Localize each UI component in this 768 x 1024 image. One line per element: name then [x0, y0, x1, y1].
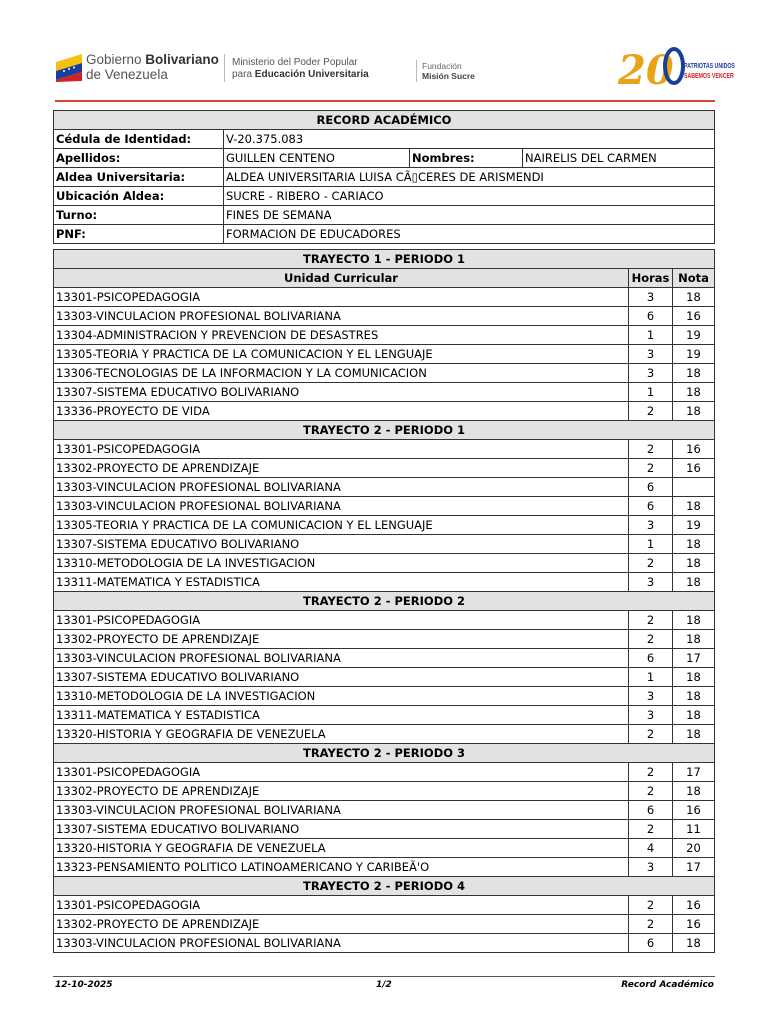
pnf-label: PNF:	[54, 225, 224, 244]
horas-cell: 2	[629, 630, 673, 649]
nota-cell: 16	[673, 915, 715, 934]
venezuela-flag-logo-icon	[56, 52, 82, 82]
column-header-row	[54, 269, 715, 288]
header-divider	[55, 100, 715, 102]
aldea-label: Aldea Universitaria:	[54, 168, 224, 187]
unidad-curricular-cell: 13302-PROYECTO DE APRENDIZAJE	[54, 915, 629, 934]
apellidos-value: GUILLEN CENTENO	[224, 149, 410, 168]
svg-text:20: 20	[618, 47, 674, 94]
nota-cell: 18	[673, 288, 715, 307]
table-row	[54, 649, 715, 668]
horas-cell: 4	[629, 839, 673, 858]
table-row	[54, 364, 715, 383]
nota-cell: 11	[673, 820, 715, 839]
section-title: TRAYECTO 2 - PERIODO 4	[54, 877, 715, 896]
unidad-curricular-cell: 13306-TECNOLOGIAS DE LA INFORMACION Y LA COMUNICACION	[54, 364, 629, 383]
horas-cell: 2	[629, 763, 673, 782]
horas-cell: 1	[629, 668, 673, 687]
horas-cell: 6	[629, 307, 673, 326]
footer-date: 12-10-2025	[55, 980, 113, 990]
table-row	[54, 782, 715, 801]
horas-cell: 1	[629, 535, 673, 554]
unidad-curricular-cell: 13307-SISTEMA EDUCATIVO BOLIVARIANO	[54, 383, 629, 402]
pnf-row	[54, 225, 715, 244]
footer-doc-name: Record Académico	[621, 980, 714, 990]
table-row	[54, 820, 715, 839]
nota-cell: 18	[673, 402, 715, 421]
unidad-curricular-cell: 13301-PSICOPEDAGOGIA	[54, 896, 629, 915]
horas-cell: 2	[629, 402, 673, 421]
table-row	[54, 383, 715, 402]
nota-cell: 19	[673, 345, 715, 364]
horas-cell: 3	[629, 516, 673, 535]
table-row	[54, 763, 715, 782]
unidad-curricular-cell: 13323-PENSAMIENTO POLITICO LATINOAMERICANO Y CARIBEÃ'O	[54, 858, 629, 877]
cedula-value: V-20.375.083	[224, 130, 715, 149]
unidad-curricular-cell: 13320-HISTORIA Y GEOGRAFIA DE VENEZUELA	[54, 725, 629, 744]
horas-cell: 1	[629, 383, 673, 402]
table-row	[54, 478, 715, 497]
horas-cell: 2	[629, 782, 673, 801]
nota-cell: 18	[673, 934, 715, 953]
table-row	[54, 934, 715, 953]
table-row	[54, 497, 715, 516]
nota-cell: 17	[673, 763, 715, 782]
unidad-curricular-cell: 13305-TEORIA Y PRACTICA DE LA COMUNICACION Y EL LENGUAJE	[54, 345, 629, 364]
apellidos-label: Apellidos:	[54, 149, 224, 168]
table-row	[54, 402, 715, 421]
table-row	[54, 839, 715, 858]
table-row	[54, 535, 715, 554]
turno-row	[54, 206, 715, 225]
table-row	[54, 687, 715, 706]
turno-label: Turno:	[54, 206, 224, 225]
table-row	[54, 611, 715, 630]
table-row	[54, 573, 715, 592]
horas-cell: 6	[629, 497, 673, 516]
nota-cell: 16	[673, 896, 715, 915]
section-title: TRAYECTO 2 - PERIODO 1	[54, 421, 715, 440]
fundacion-mision-sucre-text: Fundación Misión Sucre	[422, 61, 475, 81]
footer-divider	[53, 976, 715, 977]
horas-cell: 2	[629, 611, 673, 630]
horas-cell: 3	[629, 345, 673, 364]
unidad-curricular-cell: 13311-MATEMATICA Y ESTADISTICA	[54, 706, 629, 725]
page-header	[0, 0, 768, 100]
unidad-curricular-cell: 13302-PROYECTO DE APRENDIZAJE	[54, 630, 629, 649]
section-header-row	[54, 592, 715, 611]
nota-cell: 18	[673, 554, 715, 573]
nombre-row	[54, 149, 715, 168]
unidad-curricular-cell: 13302-PROYECTO DE APRENDIZAJE	[54, 459, 629, 478]
header-separator	[416, 60, 417, 82]
nombres-value: NAIRELIS DEL CARMEN	[523, 149, 715, 168]
nota-cell: 16	[673, 307, 715, 326]
nota-cell: 18	[673, 364, 715, 383]
section-header-row	[54, 877, 715, 896]
record-title: RECORD ACADÉMICO	[54, 111, 715, 130]
table-row	[54, 307, 715, 326]
horas-cell: 6	[629, 649, 673, 668]
table-row	[54, 459, 715, 478]
table-row	[54, 858, 715, 877]
table-row	[54, 668, 715, 687]
horas-cell: 1	[629, 326, 673, 345]
unidad-curricular-cell: 13303-VINCULACION PROFESIONAL BOLIVARIANA	[54, 497, 629, 516]
header-separator	[224, 54, 225, 82]
table-row	[54, 630, 715, 649]
horas-cell: 2	[629, 554, 673, 573]
nota-cell: 17	[673, 858, 715, 877]
cedula-row	[54, 130, 715, 149]
table-row	[54, 516, 715, 535]
unidad-curricular-cell: 13311-MATEMATICA Y ESTADISTICA	[54, 573, 629, 592]
nota-cell: 18	[673, 573, 715, 592]
student-info-table	[53, 110, 715, 244]
nota-cell: 18	[673, 611, 715, 630]
horas-cell: 3	[629, 858, 673, 877]
unidad-curricular-cell: 13303-VINCULACION PROFESIONAL BOLIVARIANA	[54, 307, 629, 326]
nota-cell: 20	[673, 839, 715, 858]
unidad-curricular-cell: 13310-METODOLOGIA DE LA INVESTIGACION	[54, 554, 629, 573]
table-row	[54, 440, 715, 459]
table-row	[54, 288, 715, 307]
record-title-row	[54, 111, 715, 130]
unidad-curricular-cell: 13305-TEORIA Y PRACTICA DE LA COMUNICACION Y EL LENGUAJE	[54, 516, 629, 535]
unidad-curricular-cell: 13301-PSICOPEDAGOGIA	[54, 763, 629, 782]
unidad-curricular-cell: 13307-SISTEMA EDUCATIVO BOLIVARIANO	[54, 820, 629, 839]
nota-cell: 18	[673, 725, 715, 744]
footer-page-number: 1/2	[376, 980, 392, 990]
nombres-label: Nombres:	[410, 149, 523, 168]
unidad-curricular-cell: 13336-PROYECTO DE VIDA	[54, 402, 629, 421]
column-header-unidad: Unidad Curricular	[54, 269, 629, 288]
nota-cell: 18	[673, 782, 715, 801]
section-header-row	[54, 744, 715, 763]
nota-cell: 18	[673, 535, 715, 554]
unidad-curricular-cell: 13307-SISTEMA EDUCATIVO BOLIVARIANO	[54, 668, 629, 687]
horas-cell: 2	[629, 725, 673, 744]
aldea-row	[54, 168, 715, 187]
unidad-curricular-cell: 13303-VINCULACION PROFESIONAL BOLIVARIANA	[54, 934, 629, 953]
grades-table	[53, 249, 715, 953]
table-row	[54, 345, 715, 364]
nota-cell: 17	[673, 649, 715, 668]
nota-cell: 18	[673, 630, 715, 649]
nota-cell: 16	[673, 440, 715, 459]
nota-cell: 18	[673, 687, 715, 706]
column-header-nota: Nota	[673, 269, 715, 288]
horas-cell: 3	[629, 288, 673, 307]
unidad-curricular-cell: 13307-SISTEMA EDUCATIVO BOLIVARIANO	[54, 535, 629, 554]
horas-cell: 2	[629, 459, 673, 478]
unidad-curricular-cell: 13303-VINCULACION PROFESIONAL BOLIVARIANA	[54, 801, 629, 820]
horas-cell: 6	[629, 801, 673, 820]
nota-cell: 16	[673, 801, 715, 820]
unidad-curricular-cell: 13310-METODOLOGIA DE LA INVESTIGACION	[54, 687, 629, 706]
section-header-row	[54, 250, 715, 269]
svg-text:SABEMOS VENCER: SABEMOS VENCER	[684, 72, 734, 81]
table-row	[54, 896, 715, 915]
nota-cell: 19	[673, 516, 715, 535]
grades-body	[54, 250, 715, 953]
ubicacion-value: SUCRE - RIBERO - CARIACO	[224, 187, 715, 206]
horas-cell: 6	[629, 934, 673, 953]
unidad-curricular-cell: 13303-VINCULACION PROFESIONAL BOLIVARIANA	[54, 478, 629, 497]
ubicacion-label: Ubicación Aldea:	[54, 187, 224, 206]
unidad-curricular-cell: 13301-PSICOPEDAGOGIA	[54, 611, 629, 630]
svg-text:PATRIOTAS UNIDOS: PATRIOTAS UNIDOS	[684, 62, 735, 71]
unidad-curricular-cell: 13301-PSICOPEDAGOGIA	[54, 288, 629, 307]
table-row	[54, 801, 715, 820]
unidad-curricular-cell: 13320-HISTORIA Y GEOGRAFIA DE VENEZUELA	[54, 839, 629, 858]
section-header-row	[54, 421, 715, 440]
section-title: TRAYECTO 2 - PERIODO 2	[54, 592, 715, 611]
nota-cell: 19	[673, 326, 715, 345]
table-row	[54, 725, 715, 744]
horas-cell: 2	[629, 915, 673, 934]
pnf-value: FORMACION DE EDUCADORES	[224, 225, 715, 244]
section-title: TRAYECTO 1 - PERIODO 1	[54, 250, 715, 269]
nota-cell: 18	[673, 668, 715, 687]
table-row	[54, 706, 715, 725]
horas-cell: 2	[629, 896, 673, 915]
nota-cell	[673, 478, 715, 497]
nota-cell: 18	[673, 383, 715, 402]
unidad-curricular-cell: 13303-VINCULACION PROFESIONAL BOLIVARIANA	[54, 649, 629, 668]
cedula-label: Cédula de Identidad:	[54, 130, 224, 149]
table-row	[54, 326, 715, 345]
table-row	[54, 915, 715, 934]
nota-cell: 16	[673, 459, 715, 478]
nota-cell: 18	[673, 497, 715, 516]
horas-cell: 3	[629, 687, 673, 706]
section-title: TRAYECTO 2 - PERIODO 3	[54, 744, 715, 763]
ministerio-text: Ministerio del Poder Popular para Educación Universitaria	[232, 57, 369, 80]
horas-cell: 6	[629, 478, 673, 497]
table-row	[54, 554, 715, 573]
unidad-curricular-cell: 13304-ADMINISTRACION Y PREVENCION DE DESASTRES	[54, 326, 629, 345]
200-anos-logo-icon	[618, 38, 735, 94]
column-header-horas: Horas	[629, 269, 673, 288]
horas-cell: 3	[629, 573, 673, 592]
gobierno-bolivariano-text: Gobierno Bolivariano de Venezuela	[86, 52, 219, 82]
nota-cell: 18	[673, 706, 715, 725]
ubicacion-row	[54, 187, 715, 206]
unidad-curricular-cell: 13301-PSICOPEDAGOGIA	[54, 440, 629, 459]
aldea-value: ALDEA UNIVERSITARIA LUISA CÃ▯CERES DE ARISMENDI	[224, 168, 715, 187]
unidad-curricular-cell: 13302-PROYECTO DE APRENDIZAJE	[54, 782, 629, 801]
turno-value: FINES DE SEMANA	[224, 206, 715, 225]
horas-cell: 3	[629, 364, 673, 383]
horas-cell: 3	[629, 706, 673, 725]
horas-cell: 2	[629, 820, 673, 839]
horas-cell: 2	[629, 440, 673, 459]
